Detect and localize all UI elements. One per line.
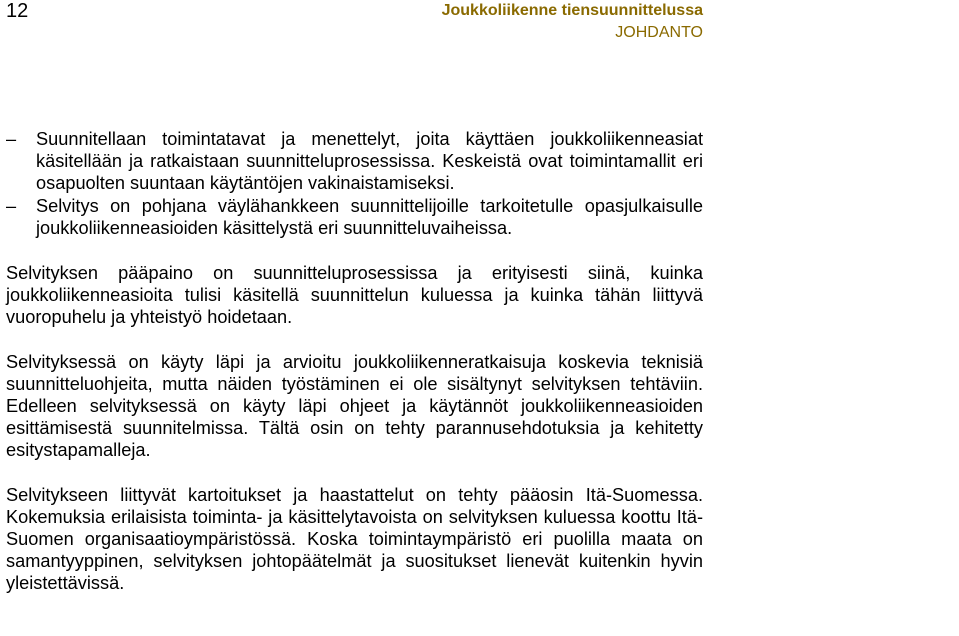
body-text [6, 128, 703, 595]
dash-bullet-icon: – [6, 129, 17, 149]
publication-title: Joukkoliikenne tiensuunnittelussa [441, 2, 703, 19]
running-header [442, 0, 703, 44]
bullet-list [6, 128, 703, 239]
bullet-item [6, 195, 703, 239]
bullet-text: Selvitys on pohjana väylähankkeen suunnittelijoille tarkoitetulle opasjulkaisulle joukkoliikenneasioiden käsittelystä eri suunnitteluvaiheissa. [36, 195, 703, 238]
bullet-text: Suunnitellaan toimintatavat ja menettelyt, joita käyttäen joukkoliikenneasiat käsitellään ja ratkaistaan suunnitteluprosessissa. Keskeistä ovat toimintamallit eri osapuolten suuntaan käytäntöjen vakinaistamiseksi. [36, 129, 703, 194]
paragraph: Selvityksen pääpaino on suunnitteluprosessissa ja erityisesti siinä, kuinka joukkoliikenneasioita tulisi käsitellä suunnittelun kuluessa ja kuinka tähän liittyvä vuoropuhelu ja yhteistyö hoidetaan. [6, 263, 703, 328]
paragraph: Selvitykseen liittyvät kartoitukset ja haastattelut on tehty pääosin Itä-Suomessa. Kokemuksia erilaisista toiminta- ja käsittelytavoista on selvityksen kuluessa koottu Itä-Suomen organisaatioympäristössä. Koska toimintaympäristö eri puolilla maata on samantyyppinen, selvityksen johtopäätelmät ja suositukset lienevät kuitenkin hyvin yleistettävissä. [6, 484, 703, 594]
paragraph: Selvityksessä on käyty läpi ja arvioitu joukkoliikenneratkaisuja koskevia teknisiä suunnitteluohjeita, mutta näiden työstäminen ei ole sisältynyt selvityksen tehtäviin. Edelleen selvityksessä on käyty läpi ohjeet ja käytännöt joukkoliikenneasioiden esittämisestä suunnitelmissa. Tältä osin on tehty parannusehdotuksia ja kehitetty esitystapamalleja. [6, 351, 703, 461]
chapter-title: JOHDANTO [615, 24, 703, 41]
page-number: 12 [6, 0, 29, 22]
dash-bullet-icon: – [6, 195, 17, 216]
bullet-item [6, 128, 703, 195]
